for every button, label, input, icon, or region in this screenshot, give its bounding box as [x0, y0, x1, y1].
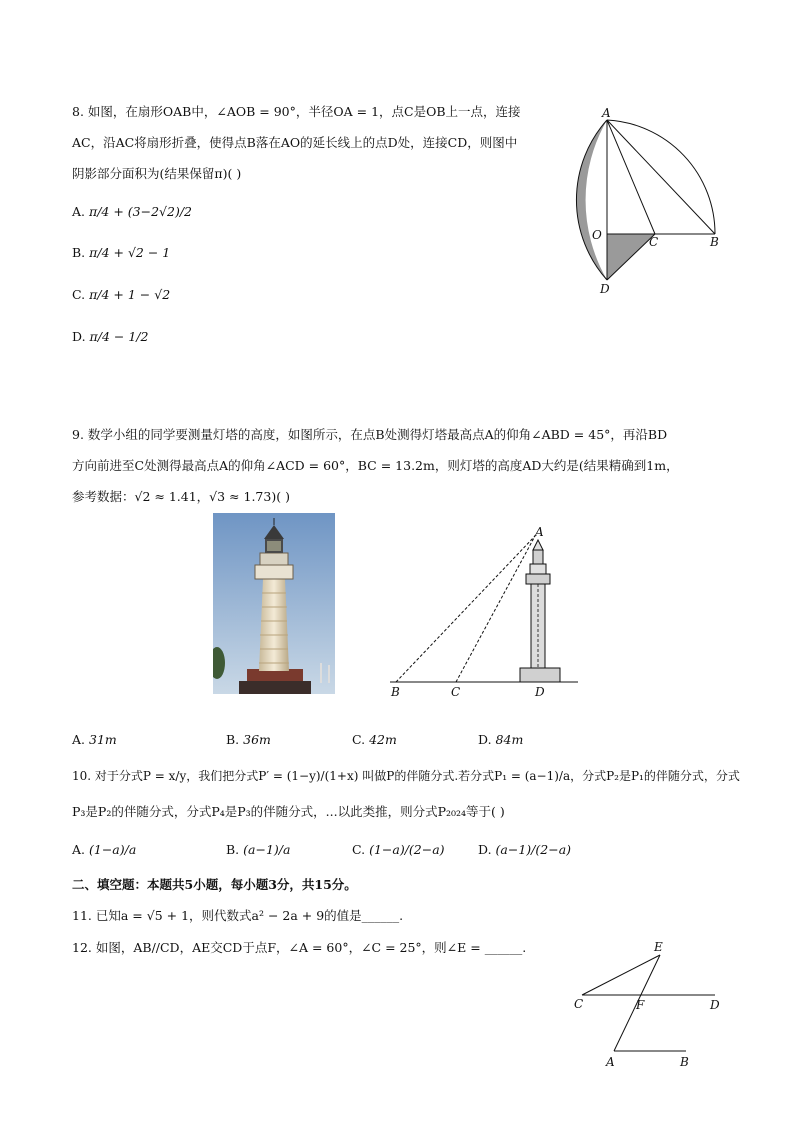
q8-option-a[interactable]: A. π/4 + (3−2√2)/2	[72, 204, 193, 219]
q8-label-c: C	[649, 235, 659, 249]
q12-label-e: E	[654, 940, 663, 954]
q10-option-c[interactable]: C. (1−a)/(2−a)	[352, 842, 445, 857]
q8-label-d: D	[600, 282, 610, 296]
q12-label-f: F	[636, 998, 645, 1012]
q9-label-a: A	[535, 525, 544, 539]
q9-line-1: 9. 数学小组的同学要测量灯塔的高度，如图所示，在点B处测得灯塔最高点A的仰角∠ABD = 45°，再沿BD	[72, 427, 668, 442]
q8-line-3: 阴影部分面积为(结果保留π)( )	[72, 166, 242, 181]
q8-label-o: O	[592, 228, 602, 242]
q9-label-d: D	[535, 685, 545, 699]
q8-option-b[interactable]: B. π/4 + √2 − 1	[72, 245, 171, 260]
lighthouse-photo	[213, 513, 335, 694]
q10-line-2: P₃是P₂的伴随分式，分式P₄是P₃的伴随分式，...以此类推，则分式P₂₀₂₄等于( )	[72, 804, 505, 819]
q9-option-b[interactable]: B. 36m	[226, 732, 271, 747]
q10-line-1: 10. 对于分式P = x/y，我们把分式P′ = (1−y)/(1+x) 叫做P的伴随分式.若分式P₁ = (a−1)/a，分式P₂是P₁的伴随分式，分式	[72, 769, 740, 783]
q8-shaded-lens	[576, 120, 607, 280]
q12-label-b: B	[680, 1055, 689, 1069]
q10-option-a[interactable]: A. (1−a)/a	[72, 842, 137, 857]
q12-label-c: C	[574, 997, 584, 1011]
section-2-heading: 二、填空题：本题共5小题，每小题3分，共15分。	[72, 877, 357, 892]
q10-option-d[interactable]: D. (a−1)/(2−a)	[478, 842, 572, 857]
q12-parallel-lines-figure	[570, 935, 730, 1070]
q8-label-b: B	[710, 235, 719, 249]
q8-line-1: 8. 如图，在扇形OAB中，∠AOB = 90°，半径OA = 1，点C是OB上一点，连接	[72, 104, 521, 119]
q9-elevation-diagram	[385, 520, 585, 700]
q9-option-a[interactable]: A. 31m	[72, 732, 117, 747]
q9-option-c[interactable]: C. 42m	[352, 732, 397, 747]
q12-text: 12. 如图，AB//CD，AE交CD于点F，∠A = 60°，∠C = 25°，则∠E = ______.	[72, 940, 527, 955]
q8-sector-figure	[560, 100, 740, 300]
q9-label-b: B	[391, 685, 400, 699]
q8-line-2: AC，沿AC将扇形折叠，使得点B落在AO的延长线上的点D处，连接CD，则图中	[72, 135, 518, 150]
q9-line-2: 方向前进至C处测得最高点A的仰角∠ACD = 60°，BC = 13.2m，则灯塔的高度AD大约是(结果精确到1m，	[72, 458, 679, 473]
q9-option-d[interactable]: D. 84m	[478, 732, 524, 747]
q8-label-a: A	[602, 106, 611, 120]
q10-option-b[interactable]: B. (a−1)/a	[226, 842, 291, 857]
q11-text: 11. 已知a = √5 + 1，则代数式a² − 2a + 9的值是______.	[72, 908, 404, 923]
q8-option-d[interactable]: D. π/4 − 1/2	[72, 329, 149, 344]
q12-label-a: A	[606, 1055, 615, 1069]
q8-option-c[interactable]: C. π/4 + 1 − √2	[72, 287, 171, 302]
q9-label-c: C	[451, 685, 461, 699]
q12-label-d: D	[710, 998, 720, 1012]
q9-line-3: 参考数据：√2 ≈ 1.41，√3 ≈ 1.73)( )	[72, 489, 290, 504]
